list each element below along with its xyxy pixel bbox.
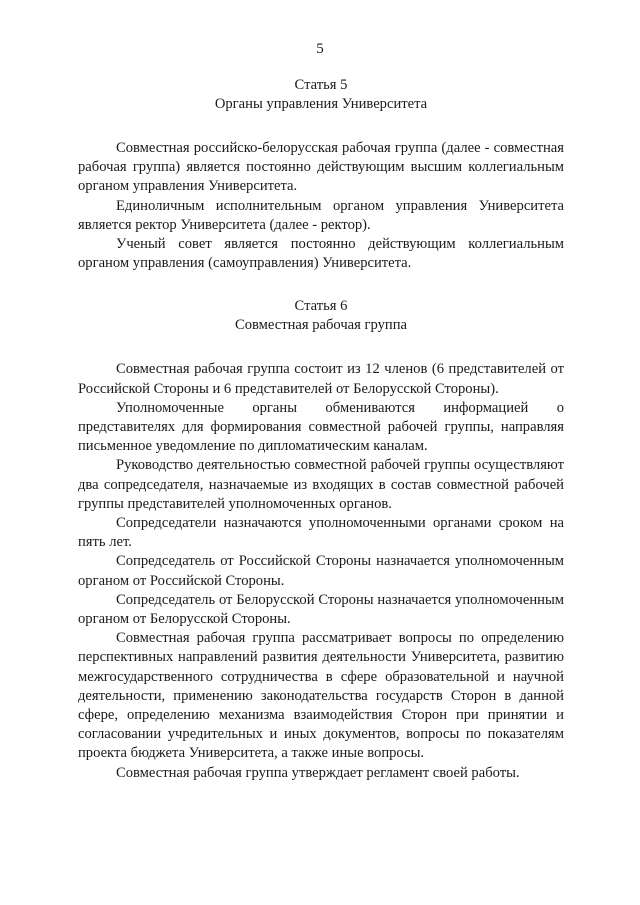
paragraph: Уполномоченные органы обмениваются информацией о представителях для формирования совместной рабочей группы, направляя письменное уведомление по дипломатическим каналам.: [78, 399, 564, 455]
paragraph: Единоличным исполнительным органом управления Университета является ректор Университета (далее - ректор).: [78, 197, 564, 233]
page-number: 5: [316, 41, 324, 57]
article-title: Совместная рабочая группа: [234, 317, 408, 334]
article-5-heading: [78, 76, 564, 114]
paragraph: Ученый совет является постоянно действующим коллегиальным органом управления (самоуправления) Университета.: [78, 236, 564, 272]
paragraph: Сопредседатели назначаются уполномоченными органами сроком на пять лет.: [78, 515, 564, 551]
paragraph: Совместная рабочая группа состоит из 12 членов (6 представителей от Российской Стороны и 6 представителей от Белорусской Стороны).: [78, 361, 564, 397]
article-number: Статья 5: [294, 77, 348, 93]
paragraph: Совместная рабочая группа утверждает регламент своей работы.: [116, 764, 520, 781]
article-number: Статья 6: [294, 298, 348, 315]
paragraph: Сопредседатель от Белорусской Стороны назначается уполномоченным органом от Белорусской Стороны.: [78, 591, 564, 628]
paragraph: Совместная российско-белорусская рабочая группа (далее - совместная рабочая группа) является постоянно действующим высшим коллегиальным органом управления Университета.: [78, 140, 564, 195]
paragraph: Руководство деятельностью совместной рабочей группы осуществляют два сопредседателя, назначаемые из входящих в состав совместной рабочей группы представителей уполномоченных органов.: [78, 457, 564, 512]
document-body: [78, 76, 564, 783]
article-title: Органы управления Университета: [214, 96, 428, 112]
paragraph: Сопредседатель от Российской Стороны назначается уполномоченным органом от Российской Стороны.: [78, 553, 564, 589]
paragraph: Совместная рабочая группа рассматривает вопросы по определению перспективных направлений развития деятельности Университета, развитию межгосударственного сотрудничества в сфере образовательной и научной деятельности, применению законодательства государств Сторон в данной сфере, определению механизма взаимодействия Сторон при принятии и согласовании учредительных и иных документов, вопросы по показателям проекта бюджета Университета, а также иные вопросы.: [78, 630, 564, 762]
article-6-heading: [78, 297, 564, 335]
